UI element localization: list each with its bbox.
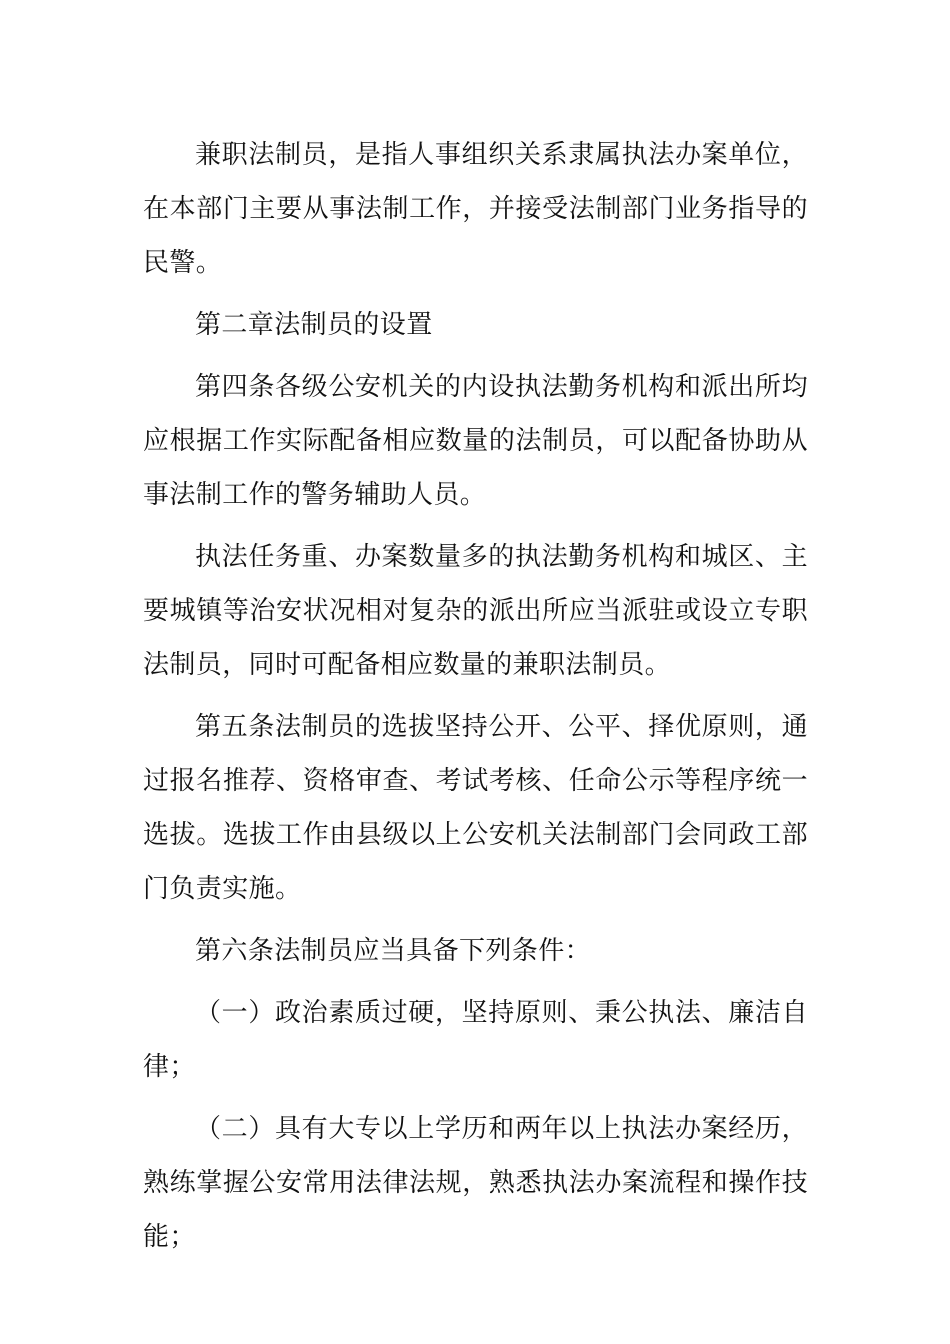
paragraph-article-4: 第四条各级公安机关的内设执法勤务机构和派出所均应根据工作实际配备相应数量的法制员，可以配备协助从事法制工作的警务辅助人员。 bbox=[143, 372, 808, 510]
paragraph-article-4-supplement: 执法任务重、办案数量多的执法勤务机构和城区、主要城镇等治安状况相对复杂的派出所应当派驻或设立专职法制员，同时可配备相应数量的兼职法制员。 bbox=[143, 542, 808, 680]
paragraph-part-time-legal-officer-definition: 兼职法制员，是指人事组织关系隶属执法办案单位，在本部门主要从事法制工作，并接受法制部门业务指导的民警。 bbox=[143, 140, 808, 278]
chapter-heading: 第二章法制员的设置 bbox=[195, 310, 433, 340]
document-body bbox=[143, 128, 808, 1264]
paragraph-article-5: 第五条法制员的选拔坚持公开、公平、择优原则，通过报名推荐、资格审查、考试考核、任命公示等程序统一选拔。选拔工作由县级以上公安机关法制部门会同政工部门负责实施。 bbox=[143, 712, 808, 904]
list-item-condition-1: （一）政治素质过硬，坚持原则、秉公执法、廉洁自律； bbox=[143, 998, 808, 1082]
paragraph-article-6: 第六条法制员应当具备下列条件： bbox=[195, 936, 592, 966]
list-item-condition-2: （二）具有大专以上学历和两年以上执法办案经历，熟练掌握公安常用法律法规，熟悉执法办案流程和操作技能； bbox=[143, 1114, 808, 1252]
